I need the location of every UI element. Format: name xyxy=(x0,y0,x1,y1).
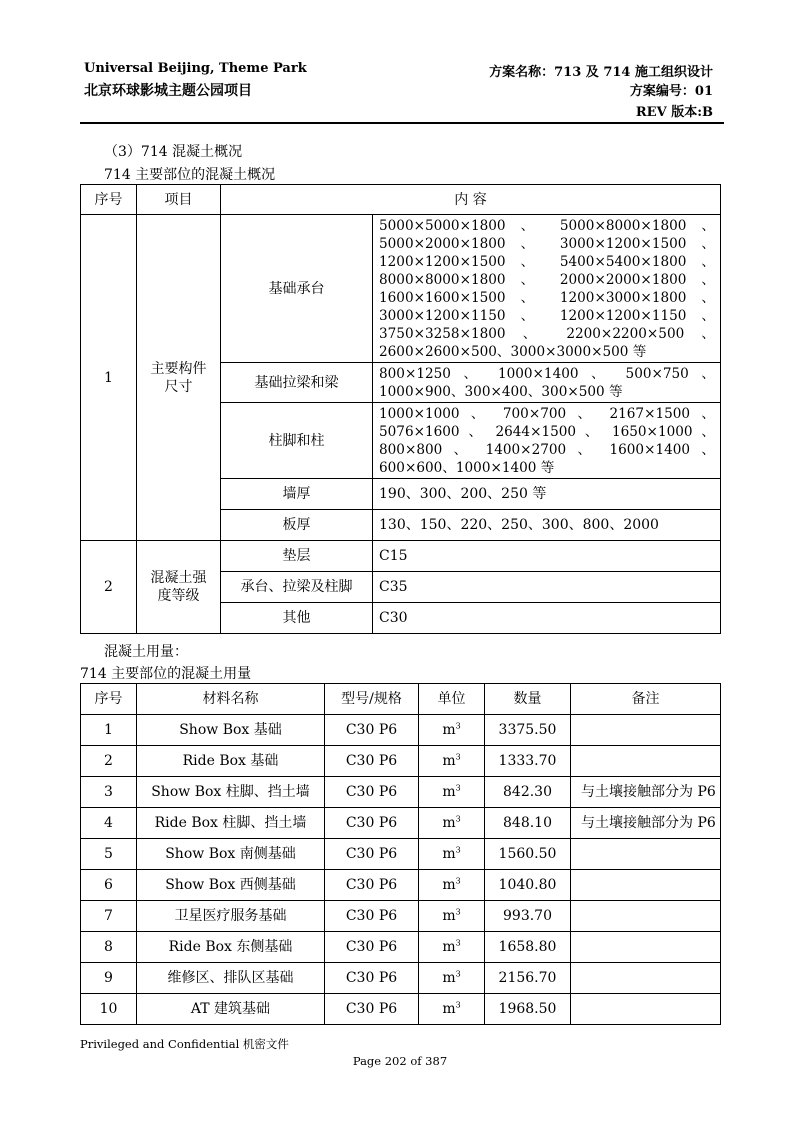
remark-cell xyxy=(571,715,721,746)
usage-label: 混凝土用量： xyxy=(104,644,188,660)
unit-exponent: 3 xyxy=(455,907,461,917)
unit-exponent: 3 xyxy=(455,876,461,886)
unit-base: m xyxy=(442,815,456,831)
remark-cell xyxy=(571,932,721,963)
content-cell: C30 xyxy=(373,603,721,634)
quantity-cell: 1968.50 xyxy=(485,994,571,1025)
unit-base: m xyxy=(442,722,456,738)
spec-cell: C30 P6 xyxy=(325,870,419,901)
header-cell-remark: 备注 xyxy=(571,684,721,715)
table2-caption: 714 主要部位的混凝土用量 xyxy=(80,666,252,682)
unit-exponent: 3 xyxy=(455,721,461,731)
table-row xyxy=(81,715,721,746)
sub-item: 其他 xyxy=(221,603,373,634)
unit-base: m xyxy=(442,877,456,893)
content-cell: C15 xyxy=(373,541,721,572)
unit-exponent: 3 xyxy=(455,783,461,793)
unit-cell xyxy=(419,777,485,808)
header-project-en: Universal Beijing, Theme Park xyxy=(84,61,307,76)
spec-cell: C30 P6 xyxy=(325,839,419,870)
unit-base: m xyxy=(442,939,456,955)
unit-cell xyxy=(419,839,485,870)
sub-item: 基础拉梁和梁 xyxy=(221,363,373,403)
row-number: 2 xyxy=(81,541,137,634)
row-number: 4 xyxy=(81,808,137,839)
quantity-cell: 993.70 xyxy=(485,901,571,932)
unit-exponent: 3 xyxy=(455,938,461,948)
table-row xyxy=(81,777,721,808)
row-number: 5 xyxy=(81,839,137,870)
unit-cell xyxy=(419,994,485,1025)
row-number: 8 xyxy=(81,932,137,963)
spec-cell: C30 P6 xyxy=(325,746,419,777)
item-name: 混凝土强度等级 xyxy=(137,541,221,634)
sub-item: 垫层 xyxy=(221,541,373,572)
remark-cell xyxy=(571,746,721,777)
unit-cell xyxy=(419,963,485,994)
unit-exponent: 3 xyxy=(455,1000,461,1010)
content-cell: C35 xyxy=(373,572,721,603)
unit-cell xyxy=(419,715,485,746)
header-cell-spec: 型号/规格 xyxy=(325,684,419,715)
sub-item: 承台、拉梁及柱脚 xyxy=(221,572,373,603)
sub-item: 基础承台 xyxy=(221,215,373,363)
table-row xyxy=(81,746,721,777)
remark-cell xyxy=(571,963,721,994)
material-name: Ride Box 基础 xyxy=(137,746,325,777)
material-name: 维修区、排队区基础 xyxy=(137,963,325,994)
quantity-cell: 848.10 xyxy=(485,808,571,839)
table-header-row xyxy=(81,684,721,715)
material-name: Show Box 基础 xyxy=(137,715,325,746)
quantity-cell: 3375.50 xyxy=(485,715,571,746)
unit-exponent: 3 xyxy=(455,845,461,855)
remark-cell xyxy=(571,839,721,870)
table-header-row xyxy=(81,185,721,215)
remark-cell xyxy=(571,870,721,901)
item-name: 主要构件尺寸 xyxy=(137,215,221,541)
header-cell-no: 序号 xyxy=(81,684,137,715)
table-row xyxy=(81,870,721,901)
header-divider xyxy=(80,122,724,124)
concrete-usage-table xyxy=(80,683,721,1025)
spec-cell: C30 P6 xyxy=(325,901,419,932)
header-cell-content: 内 容 xyxy=(221,185,721,215)
table-row xyxy=(81,215,721,363)
header-plan-name: 方案名称：713 及 714 施工组织设计 xyxy=(489,65,713,80)
header-project-cn: 北京环球影城主题公园项目 xyxy=(84,83,252,99)
unit-exponent: 3 xyxy=(455,814,461,824)
row-number: 7 xyxy=(81,901,137,932)
table-row xyxy=(81,963,721,994)
row-number: 1 xyxy=(81,215,137,541)
unit-exponent: 3 xyxy=(455,969,461,979)
quantity-cell: 1040.80 xyxy=(485,870,571,901)
header-cell-no: 序号 xyxy=(81,185,137,215)
remark-cell: 与土壤接触部分为 P6 xyxy=(571,808,721,839)
spec-cell: C30 P6 xyxy=(325,715,419,746)
material-name: Ride Box 柱脚、挡土墙 xyxy=(137,808,325,839)
unit-base: m xyxy=(442,1001,456,1017)
content-cell: 800×1250 、 1000×1400 、 500×750 、 1000×900、300×400、300×500 等 xyxy=(373,363,721,403)
table-row xyxy=(81,932,721,963)
unit-base: m xyxy=(442,753,456,769)
quantity-cell: 1560.50 xyxy=(485,839,571,870)
material-name: Show Box 西侧基础 xyxy=(137,870,325,901)
row-number: 3 xyxy=(81,777,137,808)
quantity-cell: 2156.70 xyxy=(485,963,571,994)
quantity-cell: 1333.70 xyxy=(485,746,571,777)
table-row xyxy=(81,808,721,839)
spec-cell: C30 P6 xyxy=(325,808,419,839)
row-number: 1 xyxy=(81,715,137,746)
content-cell: 130、150、220、250、300、800、2000 xyxy=(373,510,721,541)
unit-exponent: 3 xyxy=(455,752,461,762)
quantity-cell: 842.30 xyxy=(485,777,571,808)
unit-base: m xyxy=(442,970,456,986)
content-cell: 190、300、200、250 等 xyxy=(373,479,721,510)
unit-base: m xyxy=(442,846,456,862)
table-row xyxy=(81,839,721,870)
spec-cell: C30 P6 xyxy=(325,932,419,963)
table-row xyxy=(81,901,721,932)
row-number: 2 xyxy=(81,746,137,777)
unit-base: m xyxy=(442,908,456,924)
header-cell-material: 材料名称 xyxy=(137,684,325,715)
footer-confidential: Privileged and Confidential 机密文件 xyxy=(80,1037,289,1051)
remark-cell xyxy=(571,901,721,932)
row-number: 9 xyxy=(81,963,137,994)
header-cell-item: 项目 xyxy=(137,185,221,215)
unit-cell xyxy=(419,808,485,839)
material-name: Ride Box 东侧基础 xyxy=(137,932,325,963)
row-number: 6 xyxy=(81,870,137,901)
unit-cell xyxy=(419,901,485,932)
header-revision: REV 版本:B xyxy=(635,105,713,120)
section-title: （3）714 混凝土概况 xyxy=(104,144,243,160)
unit-cell xyxy=(419,870,485,901)
sub-item: 柱脚和柱 xyxy=(221,403,373,479)
concrete-overview-table xyxy=(80,184,721,634)
spec-cell: C30 P6 xyxy=(325,994,419,1025)
sub-item: 板厚 xyxy=(221,510,373,541)
material-name: Show Box 南侧基础 xyxy=(137,839,325,870)
spec-cell: C30 P6 xyxy=(325,777,419,808)
remark-cell xyxy=(571,994,721,1025)
material-name: 卫星医疗服务基础 xyxy=(137,901,325,932)
content-cell: 1000×1000 、 700×700 、 2167×1500 、 5076×1600 、 2644×1500 、 1650×1000 、 800×800 、 1400×2700 、 1600×1400 、 600×600、1000×1400 等 xyxy=(373,403,721,479)
table-row xyxy=(81,994,721,1025)
material-name: Show Box 柱脚、挡土墙 xyxy=(137,777,325,808)
table1-caption: 714 主要部位的混凝土概况 xyxy=(104,167,276,183)
header-plan-number: 方案编号：01 xyxy=(629,84,713,99)
row-number: 10 xyxy=(81,994,137,1025)
content-cell: 5000×5000×1800 、 5000×8000×1800 、 5000×2000×1800 、 3000×1200×1500 、 1200×1200×1500 、 5400×5400×1800 、 8000×8000×1800 、 2000×2000×1800 、 1600×1600×1500 、 1200×3000×1800 、 3000×1200×1150 、 1200×1200×1150 、 3750×3258×1800 、 2200×2200×500 、 2600×2600×500、3000×3000×500 等 xyxy=(373,215,721,363)
usage-table-body xyxy=(81,715,721,1025)
unit-base: m xyxy=(442,784,456,800)
header-cell-quantity: 数量 xyxy=(485,684,571,715)
remark-cell: 与土壤接触部分为 P6 xyxy=(571,777,721,808)
table-row xyxy=(81,541,721,572)
unit-cell xyxy=(419,932,485,963)
header-cell-unit: 单位 xyxy=(419,684,485,715)
quantity-cell: 1658.80 xyxy=(485,932,571,963)
spec-cell: C30 P6 xyxy=(325,963,419,994)
footer-page-number: Page 202 of 387 xyxy=(352,1054,448,1068)
material-name: AT 建筑基础 xyxy=(137,994,325,1025)
unit-cell xyxy=(419,746,485,777)
sub-item: 墙厚 xyxy=(221,479,373,510)
